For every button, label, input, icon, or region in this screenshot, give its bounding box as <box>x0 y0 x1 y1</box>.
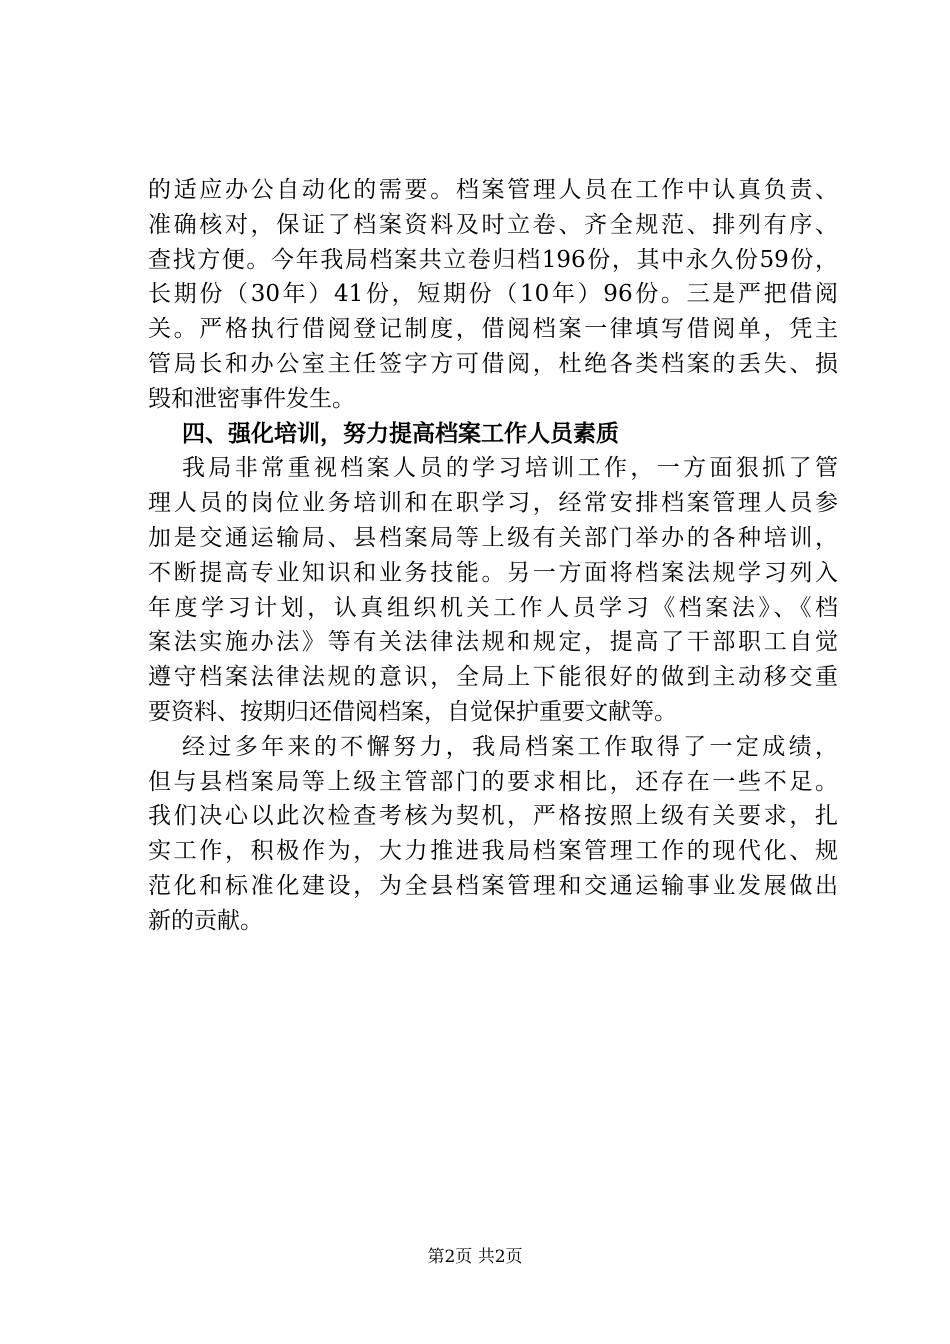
text-line: 范化和标准化建设，为全县档案管理和交通运输事业发展做出 <box>148 872 838 899</box>
text-line: 要资料、按期归还借阅档案，自觉保护重要文献等。 <box>148 698 677 725</box>
text-line: 毁和泄密事件发生。 <box>148 385 355 412</box>
text-line: 查找方便。今年我局档案共立卷归档196份，其中永久份59份， <box>148 246 838 273</box>
text-line: 理人员的岗位业务培训和在职学习，经常安排档案管理人员参 <box>148 490 838 517</box>
section-heading: 四、强化培训，努力提高档案工作人员素质 <box>182 419 619 447</box>
text-line: 案法实施办法》等有关法律法规和规定，提高了干部职工自觉 <box>148 629 838 656</box>
text-line: 不断提高专业知识和业务技能。另一方面将档案法规学习列入 <box>148 559 838 586</box>
paragraph-training <box>148 451 838 729</box>
text-line: 准确核对，保证了档案资料及时立卷、齐全规范、排列有序、 <box>148 211 838 238</box>
text-line: 我们决心以此次检查考核为契机，严格按照上级有关要求，扎 <box>148 803 838 830</box>
text-line: 加是交通运输局、县档案局等上级有关部门举办的各种培训， <box>148 524 838 551</box>
text-line: 新的贡献。 <box>148 907 263 934</box>
text-line: 遵守档案法律法规的意识，全局上下能很好的做到主动移交重 <box>148 664 838 691</box>
paragraph-conclusion <box>148 730 838 939</box>
text-line: 实工作，积极作为，大力推进我局档案管理工作的现代化、规 <box>148 838 838 865</box>
paragraph-archiving-and-lending <box>148 173 838 417</box>
text-line: 管局长和办公室主任签字方可借阅，杜绝各类档案的丢失、损 <box>148 350 838 377</box>
text-line: 长期份（30年）41份，短期份（10年）96份。三是严把借阅 <box>148 281 838 308</box>
document-body <box>148 173 838 939</box>
text-line: 但与县档案局等上级主管部门的要求相比，还存在一些不足。 <box>148 768 838 795</box>
text-line: 关。严格执行借阅登记制度，借阅档案一律填写借阅单，凭主 <box>148 316 838 343</box>
text-line: 经过多年来的不懈努力，我局档案工作取得了一定成绩， <box>182 733 838 760</box>
page-number-footer: 第2页 共2页 <box>427 1247 523 1267</box>
text-line: 我局非常重视档案人员的学习培训工作，一方面狠抓了管 <box>182 455 838 482</box>
text-line: 的适应办公自动化的需要。档案管理人员在工作中认真负责、 <box>148 177 838 203</box>
text-line: 年度学习计划，认真组织机关工作人员学习《档案法》、《档 <box>148 594 838 621</box>
